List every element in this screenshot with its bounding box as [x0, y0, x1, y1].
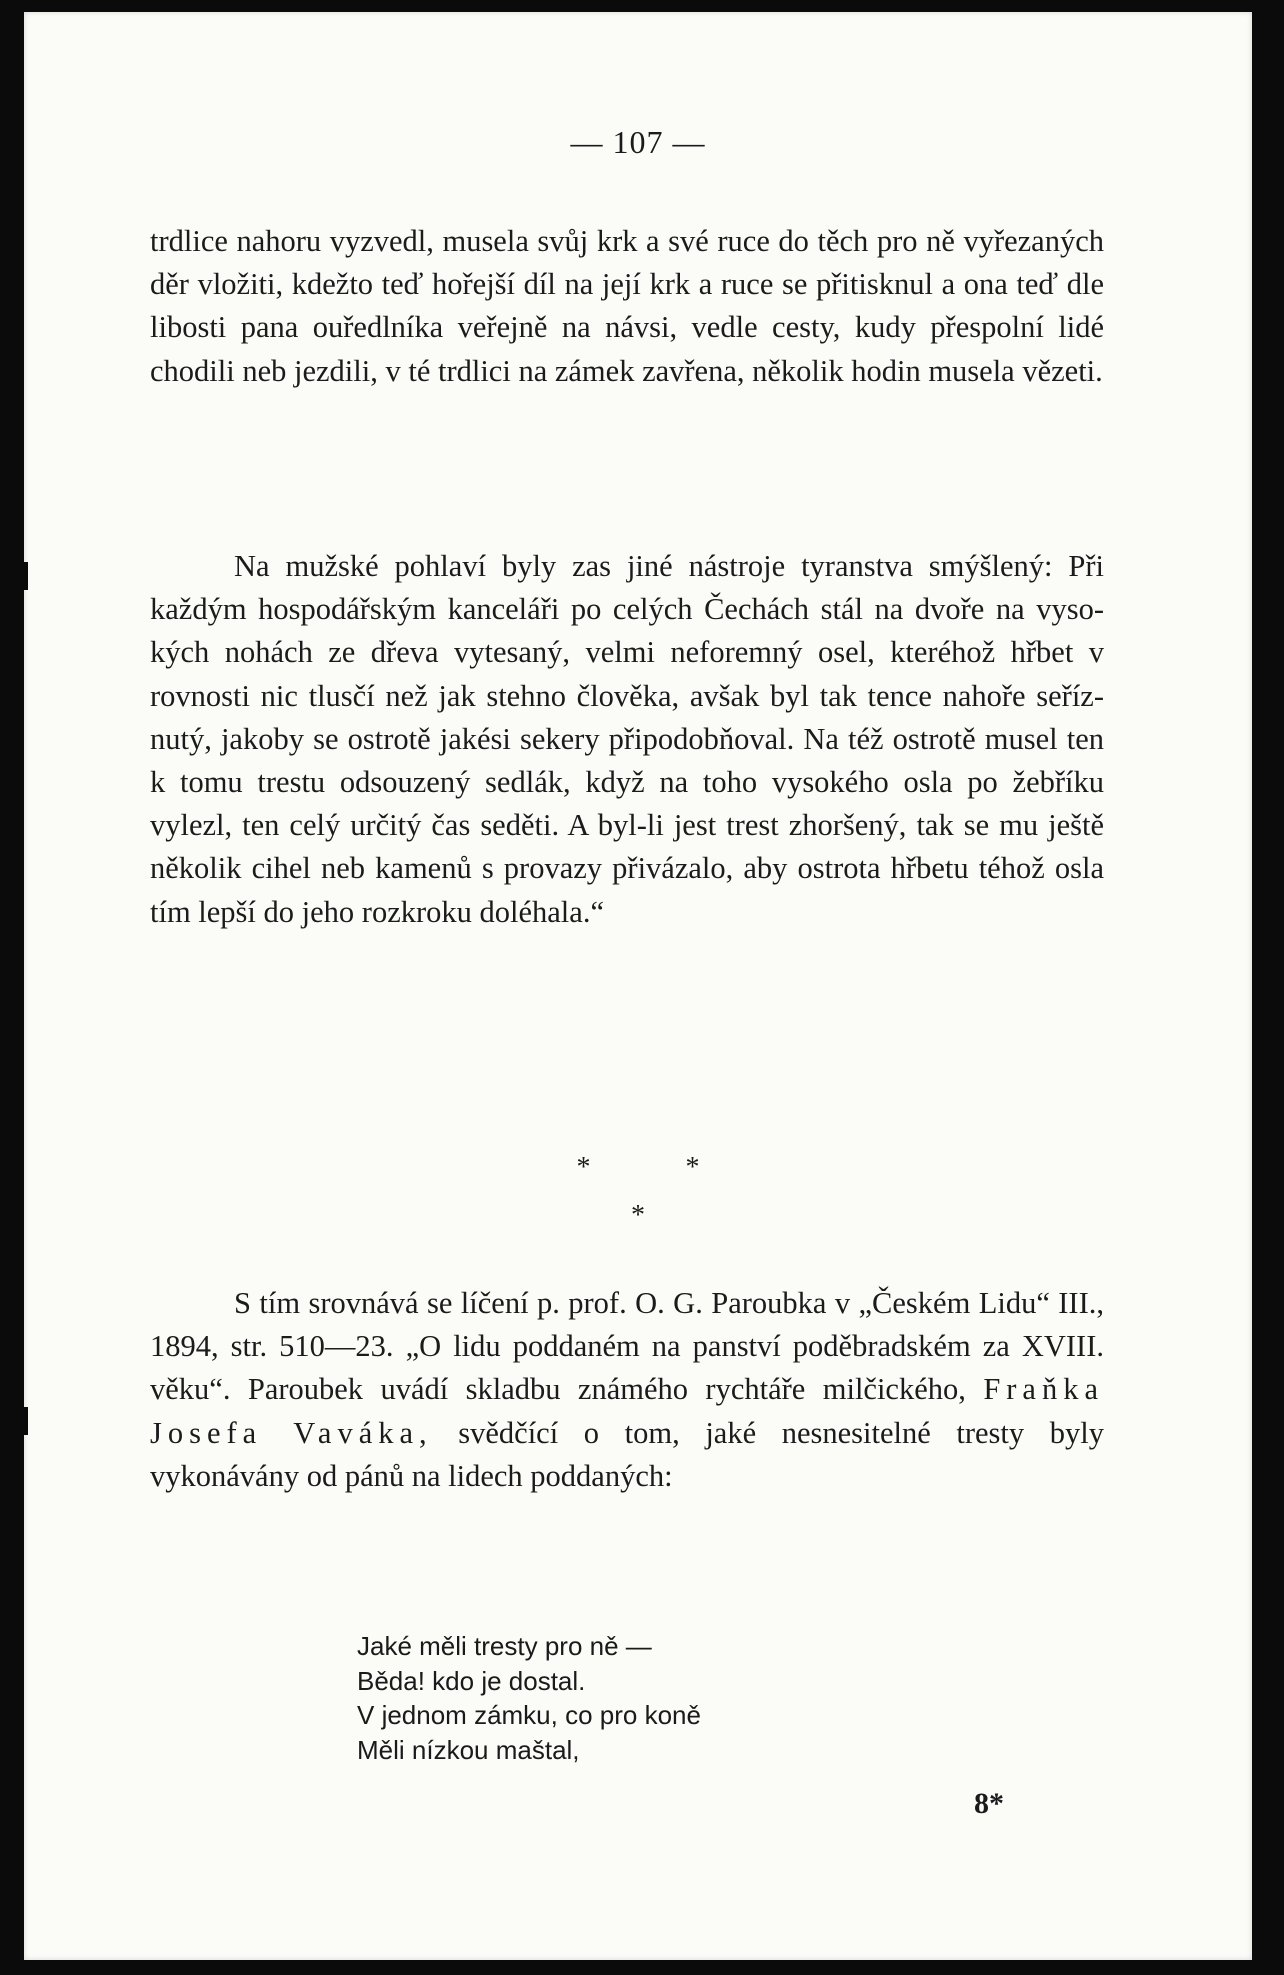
- verse-block: [357, 1629, 701, 1767]
- verse-line: V jednom zámku, co pro koně: [357, 1700, 701, 1730]
- binding-mark: [14, 562, 28, 590]
- asterisk: *: [685, 1152, 700, 1183]
- asterisk: *: [576, 1152, 591, 1183]
- paragraph-2-block: [150, 545, 1104, 934]
- paragraph-1-block: [150, 220, 1104, 393]
- section-divider: [24, 1148, 1252, 1236]
- paragraph-3-before: S tím srovnává se líčení p. prof. O. G. Paroubka v „Českém Lidu“ III., 1894, str. 510—23. „O lidu poddaném na panství poděbradském za XVIII. věku“. Paroubek uvádí skladbu známého rychtáře milčického,: [150, 1286, 1104, 1407]
- paragraph-3-after: svědčící o tom, jaké nesnesitelné tresty byly vykonávány od pánů na lidech poddaných:: [150, 1415, 1104, 1493]
- binding-mark: [14, 1407, 28, 1435]
- paragraph-3-block: [150, 1282, 1104, 1498]
- verse-line: Jaké měli tresty pro ně —: [357, 1631, 652, 1661]
- page-number: — 107 —: [570, 124, 706, 160]
- paragraph-3: [150, 1282, 1104, 1498]
- paragraph-1: trdlice nahoru vyzvedl, musela svůj krk a své ruce do těch pro ně vyřezaných děr vložiti, kdežto teď hořejší díl na její krk a ruce se přitisknul a ona teď dle libosti pana ouředlníka veřejně na návsi, vedle cesty, kudy přespolní lidé chodili neb jezdili, v té trdlici na zámek zavřena, několik hodin musela vězeti.: [150, 224, 1104, 388]
- asterisk: *: [631, 1200, 645, 1231]
- paragraph-2: Na mužské pohlaví byly zas jiné nástroje tyranstva smýšlený: Při každým hospodářským kanceláři po celých Čechách stál na dvoře na vysokých nohách ze dřeva vytesaný, velmi neforemný osel, kteréhož hřbet v rovnosti nic tlusčí než jak stehno člověka, avšak byl tak tence nahoře seříznutý, jakoby se ostrotě jakési sekery připodobňoval. Na též ostrotě musel ten k tomu trestu odsouzený sedlák, když na toho vysokého osla po žebříku vylezl, ten celý určitý čas seděti. A byl-li jest trest zhoršený, tak se mu ještě několik cihel neb kamenů s provazy přivázalo, aby ostrota hřbetu téhož osla tím lepší do jeho rozkroku doléhala.“: [150, 549, 1104, 929]
- verse-line: Měli nízkou maštal,: [357, 1734, 580, 1765]
- signature-mark: 8*: [974, 1787, 1004, 1820]
- book-page: [24, 12, 1252, 1960]
- author-name: Fraňka Josefa Vaváka,: [150, 1372, 1105, 1450]
- verse-line: Běda! kdo je dostal.: [357, 1665, 586, 1696]
